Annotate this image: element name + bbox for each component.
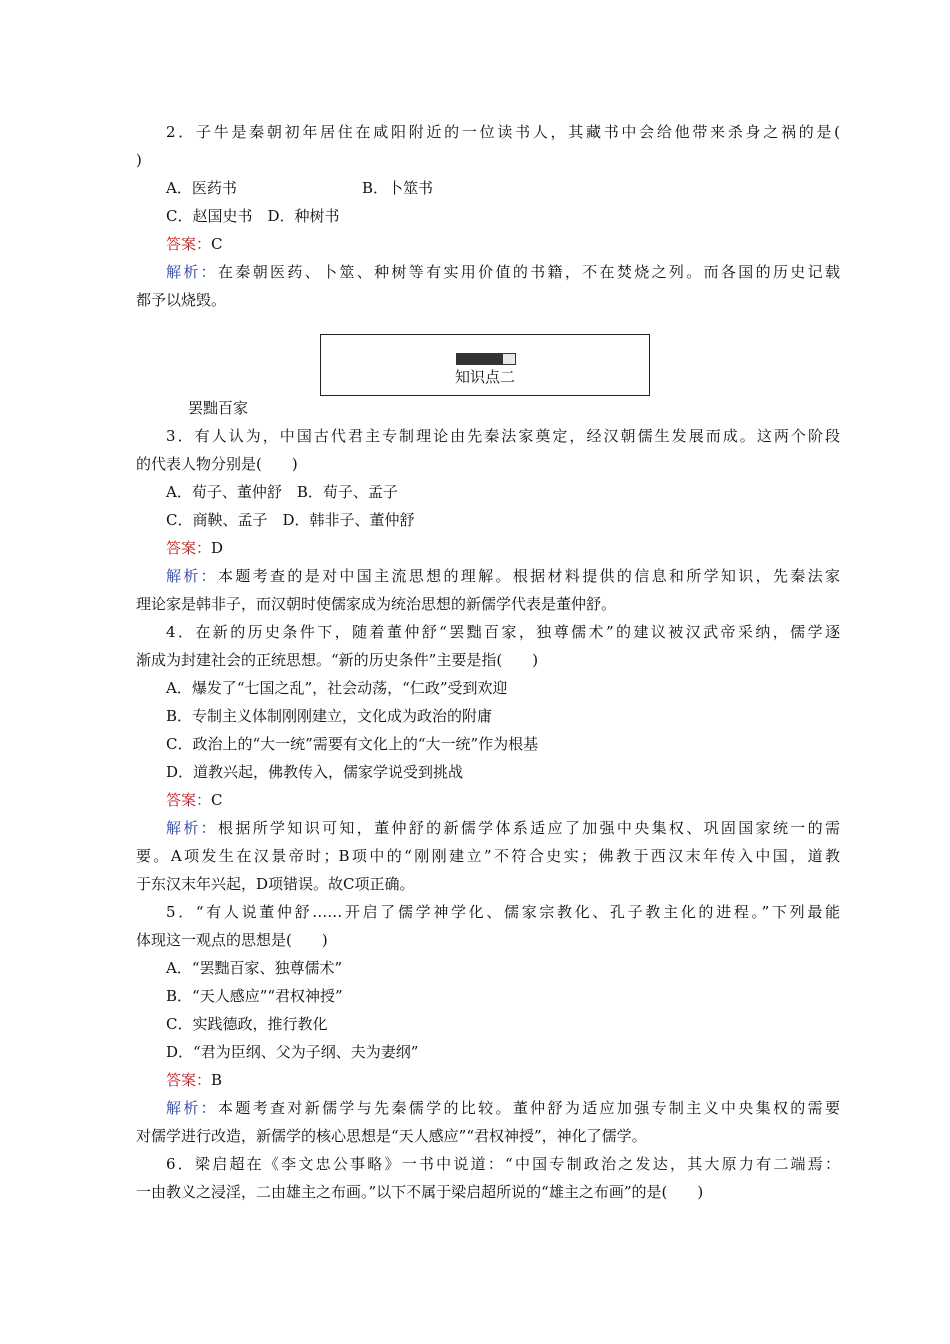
q5-analysis-text1: 本题考查对新儒学与先秦儒学的比较。董仲舒为适应加强专制主义中央集权的需要 <box>218 1099 840 1117</box>
q4-analysis-line1 <box>166 814 840 842</box>
q4-answer-label: 答案： <box>166 791 212 809</box>
q6-stem-line1: 6．梁启超在《李文忠公事略》一书中说道：“中国专制政治之发达，其大原力有二端焉： <box>166 1155 840 1173</box>
q2-stem-line1: 2．子牛是秦朝初年居住在咸阳附近的一位读书人，其藏书中会给他带来杀身之祸的是( <box>166 123 840 141</box>
q5-option-a: A．“罢黜百家、独尊儒术” <box>166 959 343 977</box>
q5-answer-value: B <box>211 1071 223 1089</box>
q3-analysis-label: 解析： <box>166 567 219 585</box>
q2-answer-label: 答案： <box>166 235 212 253</box>
q2-option-b: B．卜筮书 <box>362 179 434 197</box>
q5-stem-line1: 5．“有人说董仲舒……开启了儒学神学化、儒家宗教化、孔子教主化的进程。”下列最能 <box>166 903 840 921</box>
q4-analysis-label: 解析： <box>166 819 219 837</box>
q2-analysis-line1 <box>166 258 840 286</box>
q2-answer-value: C <box>211 235 223 253</box>
q4-option-c: C．政治上的“大一统”需要有文化上的“大一统”作为根基 <box>166 735 539 753</box>
q4-stem-line2: 渐成为封建社会的正统思想。“新的历史条件”主要是指( ) <box>136 651 539 669</box>
q3-stem-line1: 3．有人认为，中国古代君主专制理论由先秦法家奠定，经汉朝儒生发展而成。这两个阶段 <box>166 427 840 445</box>
q3-options-ab: A．荀子、董仲舒 B．荀子、孟子 <box>166 483 398 501</box>
q2-stem-line2: ) <box>136 151 142 169</box>
q2-analysis-line2: 都予以烧毁。 <box>136 291 227 309</box>
knowledge-point-title: 知识点二 <box>454 368 515 386</box>
q4-answer <box>166 786 840 814</box>
q3-answer-label: 答案： <box>166 539 212 557</box>
q5-answer <box>166 1066 840 1094</box>
q4-analysis-line2: 要。A项发生在汉景帝时；B项中的“刚刚建立”不符合史实；佛教于西汉末年传入中国，道教 <box>136 847 840 865</box>
q4-option-b: B．专制主义体制刚刚建立，文化成为政治的附庸 <box>166 707 493 725</box>
q4-analysis-text1: 根据所学知识可知，董仲舒的新儒学体系适应了加强中央集权、巩固国家统一的需 <box>218 819 840 837</box>
q2-options-ab <box>166 174 840 202</box>
q4-answer-value: C <box>211 791 223 809</box>
q4-stem-line1: 4．在新的历史条件下，随着董仲舒“罢黜百家，独尊儒术”的建议被汉武帝采纳，儒学逐 <box>166 623 840 641</box>
q2-analysis-text1: 在秦朝医药、卜筮、种树等有实用价值的书籍，不在焚烧之列。而各国的历史记载 <box>218 263 840 281</box>
q3-options-cd: C．商鞅、孟子 D．韩非子、董仲舒 <box>166 511 415 529</box>
q5-stem-line2: 体现这一观点的思想是( ) <box>136 931 328 949</box>
q5-option-b: B．“天人感应”“君权神授” <box>166 987 343 1005</box>
knowledge-point-box <box>320 334 650 396</box>
q4-option-a: A．爆发了“七国之乱”，社会动荡，“仁政”受到欢迎 <box>166 679 508 697</box>
q4-option-d: D．道教兴起，佛教传入，儒家学说受到挑战 <box>166 763 464 781</box>
q3-analysis-text1: 本题考查的是对中国主流思想的理解。根据材料提供的信息和所学知识，先秦法家 <box>218 567 840 585</box>
q2-option-a: A．医药书 <box>166 179 237 197</box>
q4-analysis-line3: 于东汉末年兴起，D项错误。故C项正确。 <box>136 875 415 893</box>
q5-answer-label: 答案： <box>166 1071 212 1089</box>
q3-answer-value: D <box>211 539 224 557</box>
q2-options-cd: C．赵国史书 D．种树书 <box>166 207 340 225</box>
q5-option-c: C．实践德政，推行教化 <box>166 1015 328 1033</box>
knowledge-point-subtitle: 罢黜百家 <box>188 399 249 417</box>
q3-stem-line2: 的代表人物分别是( ) <box>136 455 298 473</box>
q5-analysis-label: 解析： <box>166 1099 219 1117</box>
q3-analysis-line1 <box>166 562 840 590</box>
q3-analysis-line2: 理论家是韩非子，而汉朝时使儒家成为统治思想的新儒学代表是董仲舒。 <box>136 595 617 613</box>
q5-option-d: D．“君为臣纲、父为子纲、夫为妻纲” <box>166 1043 419 1061</box>
q2-analysis-label: 解析： <box>166 263 219 281</box>
knowledge-point-bar <box>456 353 516 365</box>
q5-analysis-line2: 对儒学进行改造，新儒学的核心思想是“天人感应”“君权神授”，神化了儒学。 <box>136 1127 647 1145</box>
q2-answer <box>166 230 840 258</box>
q5-analysis-line1 <box>166 1094 840 1122</box>
q6-stem-line2: 一由教义之浸淫，二由雄主之布画。”以下不属于梁启超所说的“雄主之布画”的是( ) <box>136 1183 704 1201</box>
q3-answer <box>166 534 840 562</box>
